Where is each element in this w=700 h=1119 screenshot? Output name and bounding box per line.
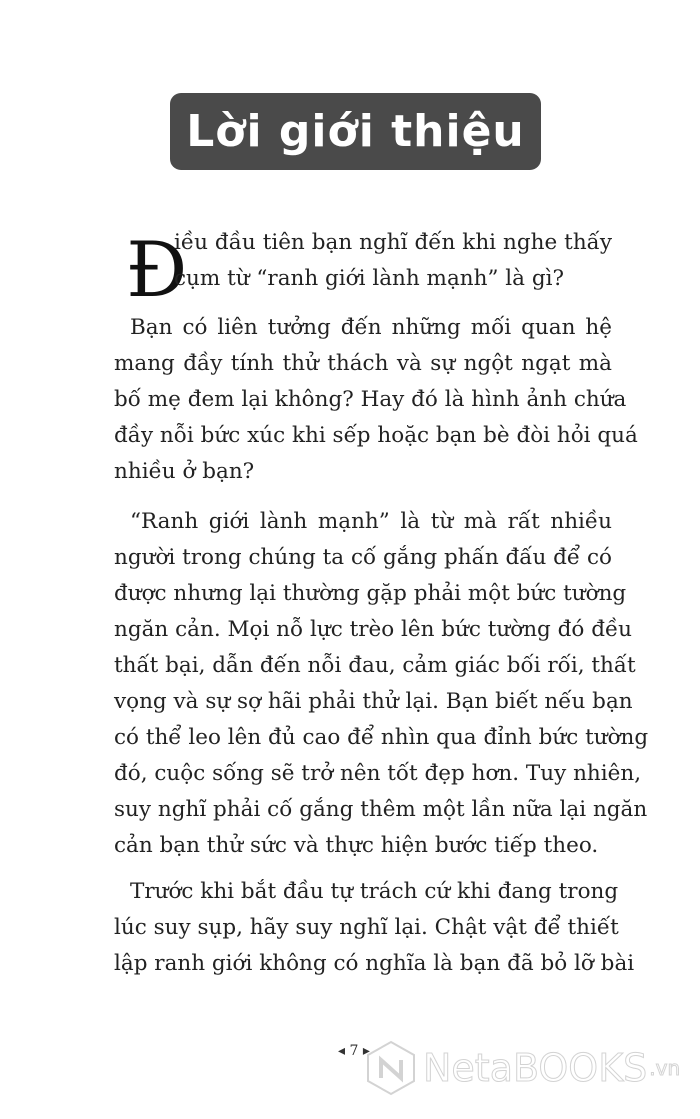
text-line: vọng và sự sợ hãi phải thử lại. Bạn biết nếu bạn — [114, 689, 633, 714]
text-line: mang đầy tính thử thách và sự ngột ngạt mà — [114, 351, 612, 376]
text-line: có thể leo lên đủ cao để nhìn qua đỉnh bức tường — [114, 725, 649, 750]
text-line: đầy nỗi bức xúc khi sếp hoặc bạn bè đòi hỏi quá — [114, 423, 638, 448]
text-line: Trước khi bắt đầu tự trách cứ khi đang trong — [130, 879, 619, 904]
chapter-title: Lời giới thiệu — [170, 93, 541, 170]
paragraph-4 — [114, 874, 635, 982]
text-line: người trong chúng ta cố gắng phấn đấu để có — [114, 545, 612, 570]
text-line: thất bại, dẫn đến nỗi đau, cảm giác bối rối, thất — [114, 653, 636, 678]
page-number: ◂ 7 ▸ — [338, 1043, 370, 1059]
paragraph-2 — [114, 310, 638, 490]
page-number-value: 7 — [349, 1043, 359, 1059]
text-line: bố mẹ đem lại không? Hay đó là hình ảnh chứa — [114, 387, 627, 412]
text-line: Bạn có liên tưởng đến những mối quan hệ — [130, 315, 612, 340]
text-line: nhiều ở bạn? — [114, 459, 255, 484]
paragraph-3 — [114, 504, 649, 864]
text-line: đó, cuộc sống sẽ trở nên tốt đẹp hơn. Tuy nhiên, — [114, 761, 642, 786]
text-line: cản bạn thử sức và thực hiện bước tiếp theo. — [114, 833, 599, 858]
text-line: suy nghĩ phải cố gắng thêm một lần nữa lại ngăn — [114, 797, 648, 822]
text-line: iều đầu tiên bạn nghĩ đến khi nghe thấy — [174, 230, 612, 255]
text-line: cụm từ “ranh giới lành mạnh” là gì? — [174, 266, 564, 291]
netabooks-logo-icon — [365, 1040, 417, 1096]
watermark-brand: NetaBOOKS — [423, 1046, 648, 1090]
text-line: “Ranh giới lành mạnh” là từ mà rất nhiều — [130, 509, 612, 534]
paragraph-1 — [114, 225, 612, 297]
text-line: lập ranh giới không có nghĩa là bạn đã bỏ lỡ bài — [114, 951, 635, 976]
drop-cap: Đ — [126, 225, 188, 314]
text-line: lúc suy sụp, hãy suy nghĩ lại. Chật vật để thiết — [114, 915, 619, 940]
watermark — [365, 1040, 685, 1096]
text-line: ngăn cản. Mọi nỗ lực trèo lên bức tường đó đều — [114, 617, 633, 642]
watermark-suffix: .vn — [649, 1056, 681, 1080]
text-line: được nhưng lại thường gặp phải một bức tường — [114, 581, 627, 606]
